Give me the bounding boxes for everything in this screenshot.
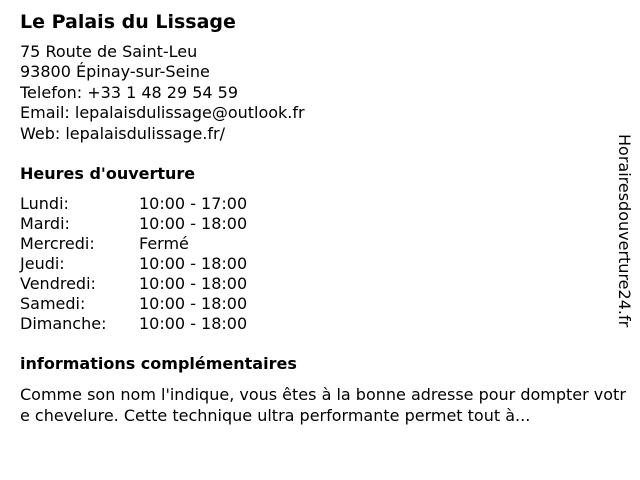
hours-row-mardi bbox=[20, 214, 247, 234]
contact-block bbox=[20, 42, 305, 144]
time-value: 10:00 - 18:00 bbox=[139, 274, 248, 293]
hours-row-vendredi bbox=[20, 274, 247, 294]
website-link[interactable]: Web: lepalaisdulissage.fr/ bbox=[20, 123, 225, 143]
hours-row-mercredi bbox=[20, 234, 247, 254]
info-heading: informations complémentaires bbox=[20, 354, 297, 373]
business-name: Le Palais du Lissage bbox=[20, 11, 236, 33]
day-label: Lundi: bbox=[20, 194, 69, 213]
time-value: 10:00 - 18:00 bbox=[139, 294, 248, 313]
hours-row-lundi bbox=[20, 194, 247, 214]
phone-number[interactable]: Telefon: +33 1 48 29 54 59 bbox=[20, 82, 239, 102]
day-label: Mardi: bbox=[20, 214, 70, 233]
hours-row-jeudi bbox=[20, 254, 247, 274]
time-value: 10:00 - 18:00 bbox=[139, 314, 248, 333]
hours-row-dimanche bbox=[20, 314, 247, 334]
time-value: 10:00 - 18:00 bbox=[139, 214, 248, 233]
watermark-text: Horairesdouverture24.fr bbox=[615, 134, 634, 328]
time-value: Fermé bbox=[139, 234, 189, 253]
day-label: Jeudi: bbox=[20, 254, 65, 273]
street-address: 75 Route de Saint-Leu bbox=[20, 42, 198, 61]
day-label: Dimanche: bbox=[20, 314, 107, 333]
time-value: 10:00 - 18:00 bbox=[139, 254, 248, 273]
hours-heading: Heures d'ouverture bbox=[20, 164, 196, 183]
day-label: Vendredi: bbox=[20, 274, 96, 293]
email-address[interactable]: Email: lepalaisdulissage@outlook.fr bbox=[20, 103, 305, 123]
hours-row-samedi bbox=[20, 294, 247, 314]
opening-hours-table bbox=[20, 194, 247, 334]
city-address: 93800 Épinay-sur-Seine bbox=[20, 62, 210, 82]
day-label: Mercredi: bbox=[20, 234, 95, 253]
time-value: 10:00 - 17:00 bbox=[139, 194, 248, 213]
info-description: Comme son nom l'indique, vous êtes à la bonne adresse pour dompter votre chevelure. Cette technique ultra performante permet tout à... bbox=[20, 385, 626, 425]
day-label: Samedi: bbox=[20, 294, 86, 313]
